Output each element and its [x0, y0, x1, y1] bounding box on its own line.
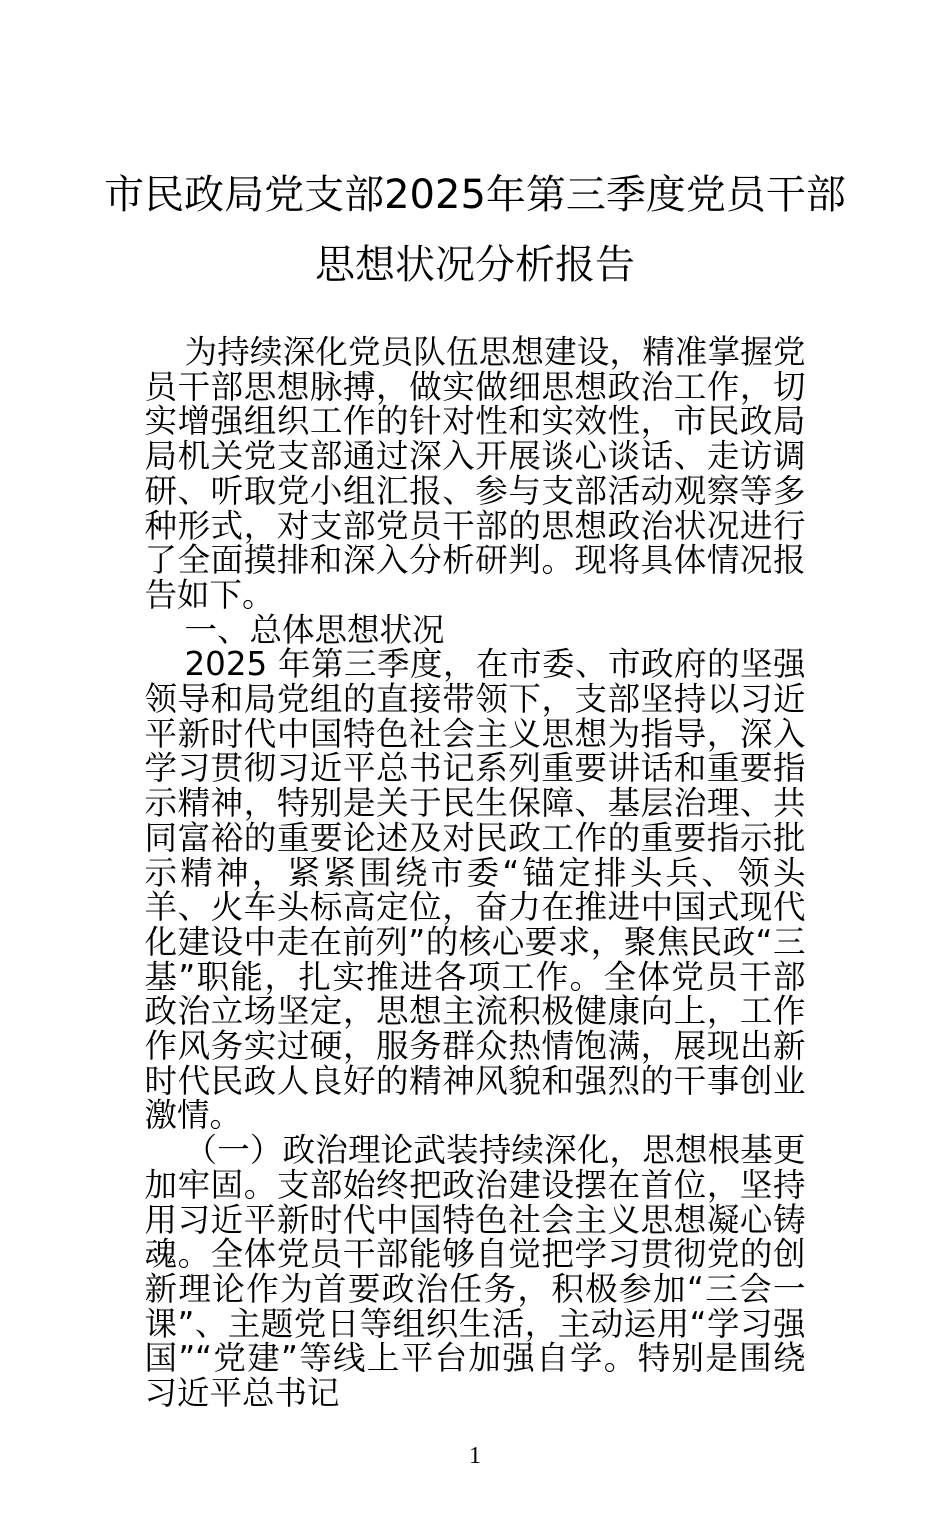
subsection-paragraph: （一）政治理论武装持续深化，思想根基更加牢固。支部始终把政治建设摆在首位，坚持用习近平新时代中国特色社会主义思想凝心铸魂。全体党员干部能够自觉把学习贯彻党的创新理论作为首要政治任务，积极参加“三会一课”、主题党日等组织生活，主动运用“学习强国”“党建”等线上平台加强自学。特别是围绕习近平总书记 — [144, 1131, 806, 1413]
title-line-2: 思想状况分析报告 — [315, 242, 635, 288]
document-body — [145, 335, 806, 1411]
section-heading: 一、总体思想状况 — [184, 610, 445, 649]
page-number: 1 — [469, 1442, 481, 1469]
intro-paragraph: 为持续深化党员队伍思想建设，精准掌握党员干部思想脉搏，做实做细思想政治工作，切实增强组织工作的针对性和实效性，市民政局局机关党支部通过深入开展谈心谈话、走访调研、听取党小组汇报、参与支部活动观察等多种形式，对支部党员干部的思想政治状况进行了全面摸排和深入分析研判。现将具体情况报告如下。 — [144, 333, 806, 614]
title-line-1: 市民政局党支部2025年第三季度党员干部 — [104, 172, 846, 218]
overview-paragraph: 2025 年第三季度，在市委、市政府的坚强领导和局党组的直接带领下，支部坚持以习近平新时代中国特色社会主义思想为指导，深入学习贯彻习近平总书记系列重要讲话和重要指示精神，特别是关于民生保障、基层治理、共同富裕的重要论述及对民政工作的重要指示批示精神，紧紧围绕市委“锚定排头兵、领头羊、火车头标高定位，奋力在推进中国式现代化建设中走在前列”的核心要求，聚焦民政“三基”职能，扎实推进各项工作。全体党员干部政治立场坚定，思想主流积极健康向上，工作作风务实过硬，服务群众热情饱满，展现出新时代民政人良好的精神风貌和强烈的干事创业激情。 — [144, 645, 806, 1135]
document-title — [25, 160, 925, 300]
